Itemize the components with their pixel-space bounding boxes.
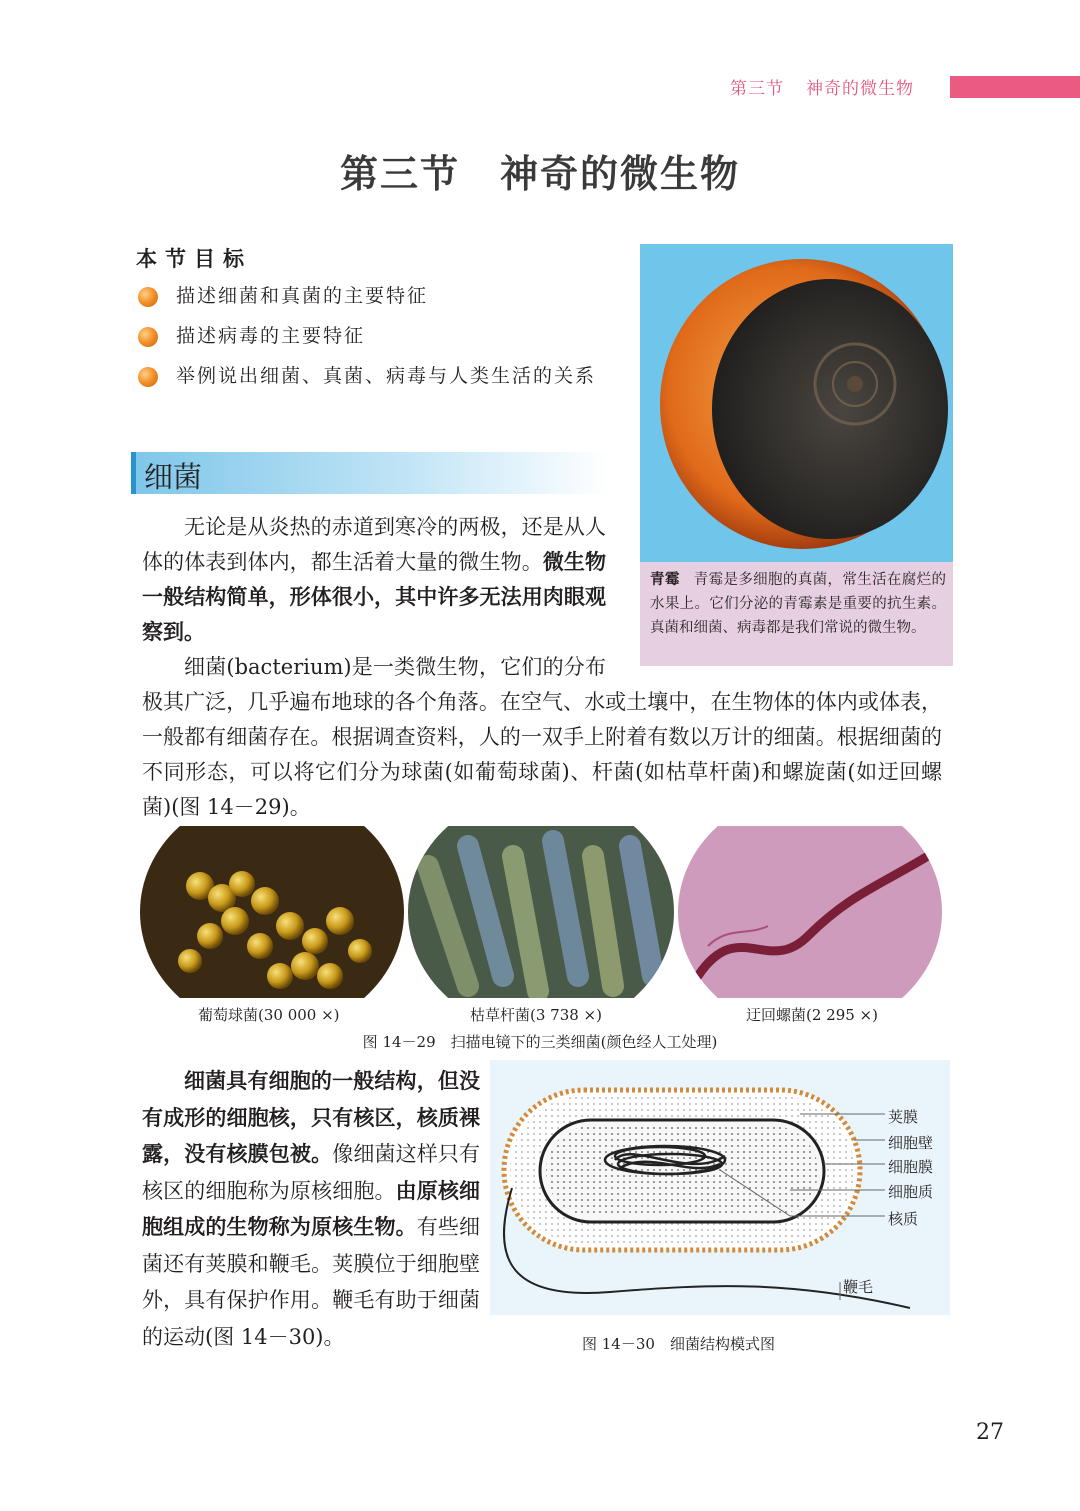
paragraph-structure-part: 像细菌这样只有核区的细胞称为原核细胞。 <box>142 1142 481 1203</box>
bacillus-caption: 枯草杆菌(3 738 ×) <box>470 1006 602 1024</box>
label-cell-membrane: 细胞膜 <box>888 1158 934 1176</box>
penicillium-caption <box>650 568 946 640</box>
bacterium-structure-diagram <box>490 1060 950 1350</box>
objectives-heading: 本节目标 <box>136 247 252 271</box>
paragraph-intro <box>142 510 606 650</box>
staphylococcus-photo <box>140 826 404 998</box>
label-flagellum: 鞭毛 <box>843 1278 874 1296</box>
bullet-icon <box>138 287 158 307</box>
spirillum-photo <box>678 826 942 998</box>
penicillium-caption-text: 青霉是多细胞的真菌，常生活在腐烂的水果上。它们分泌的青霉素是重要的抗生素。真菌和细菌、病毒都是我们常说的微生物。 <box>650 572 947 636</box>
paragraph-bacteria <box>142 650 942 825</box>
paragraph-structure-part: 细菌具有细胞的一般结构，但没有成形的细胞核，只有核区，核质裸露，没有核膜包被。 <box>142 1069 480 1166</box>
spirillum-caption: 迂回螺菌(2 295 ×) <box>746 1006 878 1024</box>
bullet-icon <box>138 367 158 387</box>
figure-14-30-caption: 图 14－30 细菌结构模式图 <box>582 1335 775 1353</box>
penicillium-figure <box>640 244 953 666</box>
paragraph-structure-part: 有些细菌还有荚膜和鞭毛。荚膜位于细胞壁外，具有保护作用。鞭毛有助于细菌的运动(图 14－30)。 <box>142 1215 481 1349</box>
paragraph-intro-bold: 微生物一般结构简单，形体很小，其中许多无法用肉眼观察到。 <box>142 550 607 644</box>
objective-text: 描述病毒的主要特征 <box>176 325 366 347</box>
label-cell-wall: 细胞壁 <box>888 1134 934 1152</box>
running-header-bar <box>950 76 1080 98</box>
label-capsule: 荚膜 <box>888 1108 919 1126</box>
figure-14-29-caption: 图 14－29 扫描电镜下的三类细菌(颜色经人工处理) <box>362 1033 718 1051</box>
bullet-icon <box>138 327 158 347</box>
label-cytoplasm: 细胞质 <box>888 1183 934 1201</box>
staphylococcus-caption: 葡萄球菌(30 000 ×) <box>198 1006 340 1024</box>
page-number: 27 <box>976 1420 1004 1445</box>
running-header-section: 第三节 <box>730 78 784 99</box>
section-heading-band <box>131 452 609 494</box>
objective-text: 举例说出细菌、真菌、病毒与人类生活的关系 <box>176 365 597 387</box>
penicillium-caption-label: 青霉 <box>650 572 680 588</box>
paragraph-structure-part: 由原核细胞组成的生物称为原核生物。 <box>142 1178 481 1239</box>
chapter-title: 第三节 神奇的微生物 <box>339 152 740 196</box>
label-nuclear-material: 核质 <box>888 1210 919 1228</box>
objective-item <box>138 358 608 394</box>
running-header <box>730 72 914 100</box>
paragraph-structure <box>142 1063 480 1355</box>
objective-text: 描述细菌和真菌的主要特征 <box>176 285 429 307</box>
objective-item <box>138 278 618 314</box>
running-header-title: 神奇的微生物 <box>806 78 914 99</box>
section-heading: 细菌 <box>144 460 203 494</box>
bacillus-subtilis-photo <box>408 826 674 998</box>
objective-item <box>138 318 618 354</box>
paragraph-intro-plain: 无论是从炎热的赤道到寒冷的两极，还是从人体的体表到体内，都生活着大量的微生物。 <box>142 515 606 574</box>
paragraph-bacteria-text: 细菌(bacterium)是一类微生物，它们的分布极其广泛，几乎遍布地球的各个角落。在空气、水或土壤中，在生物体的体内或体表，一般都有细菌存在。根据调查资料，人的一双手上附着有数以万计的细菌。根据细菌的不同形态，可以将它们分为球菌(如葡萄球菌)、杆菌(如枯草杆菌)和螺旋菌(如迂回螺菌)(图 14－29)。 <box>142 655 942 819</box>
penicillium-photo <box>640 244 953 562</box>
